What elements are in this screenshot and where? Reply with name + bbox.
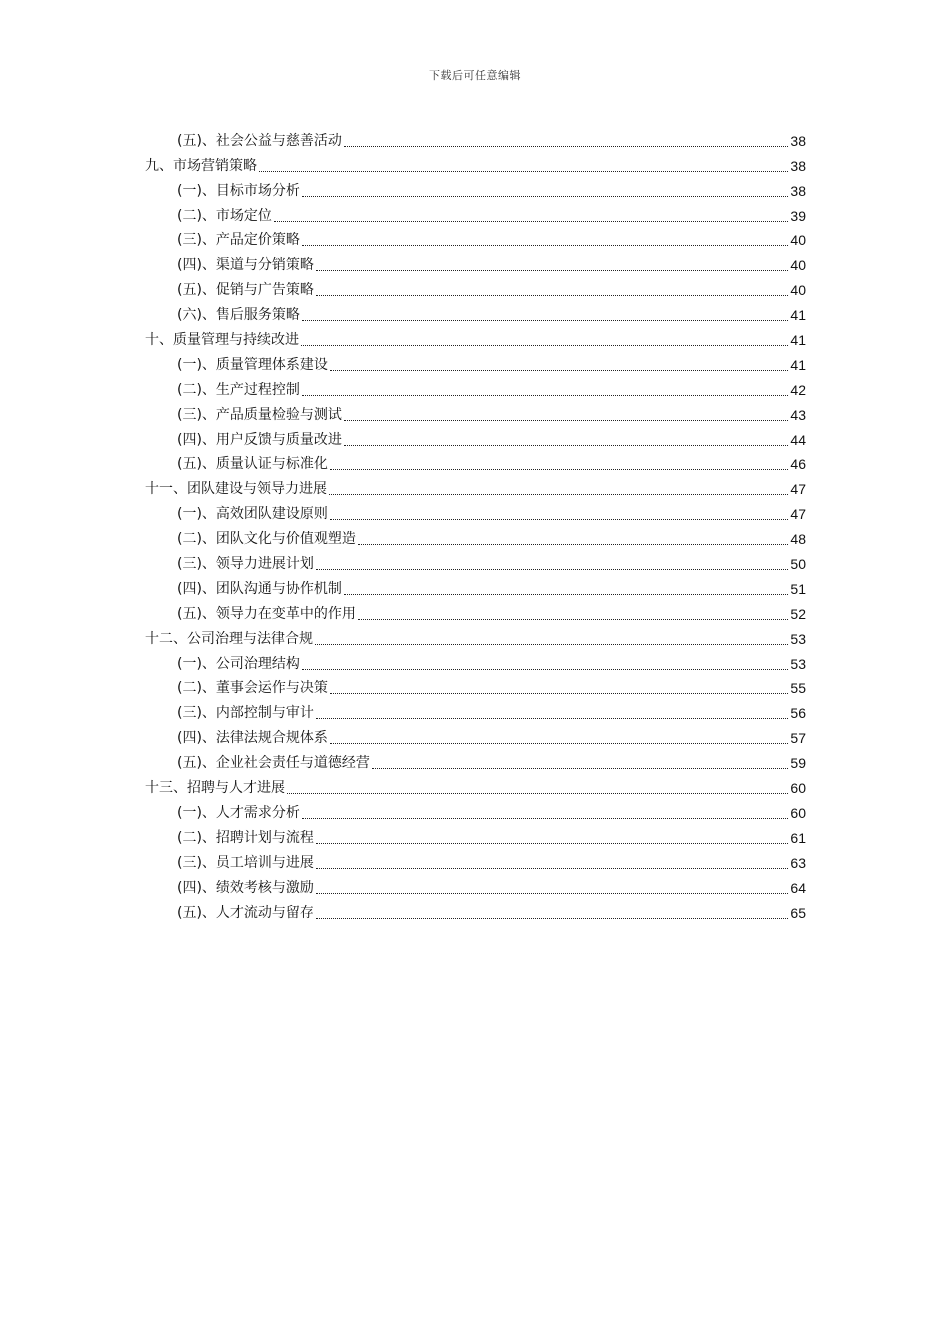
toc-section-entry[interactable] (145, 449, 806, 474)
toc-entry-label: (一)、人才需求分析 (177, 804, 300, 821)
toc-entry-label: (二)、董事会运作与决策 (177, 680, 328, 697)
toc-page-number: 41 (790, 307, 806, 324)
table-of-contents (145, 125, 806, 922)
toc-dot-leader (302, 320, 788, 321)
toc-section-entry[interactable] (145, 175, 806, 200)
toc-page-number: 48 (790, 531, 806, 548)
toc-section-entry[interactable] (145, 697, 806, 722)
toc-entry-label: (五)、促销与广告策略 (177, 282, 314, 299)
toc-dot-leader (344, 594, 788, 595)
toc-page-number: 38 (790, 157, 806, 174)
toc-dot-leader (330, 743, 788, 744)
toc-dot-leader (259, 171, 788, 172)
toc-dot-leader (316, 270, 788, 271)
toc-page-number: 53 (790, 655, 806, 672)
toc-entry-label: (六)、售后服务策略 (177, 307, 300, 324)
toc-section-entry[interactable] (145, 249, 806, 274)
toc-entry-label: (二)、生产过程控制 (177, 381, 300, 398)
toc-page-number: 40 (790, 282, 806, 299)
toc-page-number: 44 (790, 431, 806, 448)
toc-entry-label: 十三、招聘与人才进展 (145, 780, 285, 797)
toc-section-entry[interactable] (145, 722, 806, 747)
toc-entry-label: (四)、绩效考核与激励 (177, 879, 314, 896)
toc-section-entry[interactable] (145, 747, 806, 772)
toc-dot-leader (302, 196, 788, 197)
toc-dot-leader (301, 345, 788, 346)
toc-page-number: 55 (790, 680, 806, 697)
toc-page-number: 38 (790, 182, 806, 199)
toc-dot-leader (344, 445, 788, 446)
toc-dot-leader (330, 370, 788, 371)
toc-entry-label: (一)、质量管理体系建设 (177, 356, 328, 373)
toc-dot-leader (316, 868, 788, 869)
toc-entry-label: (一)、目标市场分析 (177, 182, 300, 199)
toc-entry-label: 十二、公司治理与法律合规 (145, 630, 313, 647)
toc-section-entry[interactable] (145, 498, 806, 523)
toc-entry-label: (五)、质量认证与标准化 (177, 456, 328, 473)
toc-section-entry[interactable] (145, 274, 806, 299)
toc-entry-label: (二)、市场定位 (177, 207, 272, 224)
toc-entry-label: (五)、人才流动与留存 (177, 904, 314, 921)
toc-page-number: 50 (790, 556, 806, 573)
toc-section-entry[interactable] (145, 573, 806, 598)
toc-dot-leader (329, 494, 788, 495)
toc-entry-label: (三)、内部控制与审计 (177, 705, 314, 722)
toc-entry-label: (四)、用户反馈与质量改进 (177, 431, 342, 448)
toc-section-entry[interactable] (145, 822, 806, 847)
toc-section-entry[interactable] (145, 523, 806, 548)
toc-page-number: 43 (790, 406, 806, 423)
toc-section-entry[interactable] (145, 847, 806, 872)
toc-dot-leader (287, 793, 788, 794)
toc-section-entry[interactable] (145, 349, 806, 374)
toc-page-number: 38 (790, 132, 806, 149)
toc-section-entry[interactable] (145, 225, 806, 250)
toc-page-number: 51 (790, 580, 806, 597)
toc-entry-label: (一)、高效团队建设原则 (177, 506, 328, 523)
toc-dot-leader (302, 245, 788, 246)
toc-section-entry[interactable] (145, 598, 806, 623)
toc-section-entry[interactable] (145, 897, 806, 922)
toc-section-entry[interactable] (145, 424, 806, 449)
toc-section-entry[interactable] (145, 872, 806, 897)
toc-section-entry[interactable] (145, 374, 806, 399)
toc-page-number: 41 (790, 356, 806, 373)
toc-dot-leader (344, 146, 788, 147)
toc-dot-leader (358, 619, 788, 620)
toc-section-entry[interactable] (145, 125, 806, 150)
toc-dot-leader (344, 420, 788, 421)
toc-entry-label: (三)、员工培训与进展 (177, 854, 314, 871)
toc-entry-label: (五)、领导力在变革中的作用 (177, 605, 356, 622)
toc-page-number: 59 (790, 755, 806, 772)
toc-dot-leader (316, 569, 788, 570)
toc-page-number: 52 (790, 605, 806, 622)
toc-section-entry[interactable] (145, 797, 806, 822)
toc-dot-leader (302, 818, 788, 819)
toc-entry-label: 十、质量管理与持续改进 (145, 332, 299, 349)
toc-entry-label: (二)、团队文化与价值观塑造 (177, 531, 356, 548)
toc-page-number: 40 (790, 232, 806, 249)
toc-page-number: 53 (790, 630, 806, 647)
toc-dot-leader (274, 221, 788, 222)
toc-page-number: 61 (790, 829, 806, 846)
page-header: 下载后可任意编辑 (429, 69, 521, 82)
toc-page-number: 47 (790, 506, 806, 523)
toc-dot-leader (330, 469, 788, 470)
toc-chapter-entry[interactable] (145, 324, 806, 349)
toc-entry-label: 九、市场营销策略 (145, 157, 257, 174)
toc-dot-leader (316, 918, 788, 919)
toc-entry-label: (四)、法律法规合规体系 (177, 730, 328, 747)
toc-section-entry[interactable] (145, 548, 806, 573)
toc-entry-label: (五)、企业社会责任与道德经营 (177, 755, 370, 772)
toc-page-number: 60 (790, 780, 806, 797)
toc-page-number: 63 (790, 854, 806, 871)
toc-dot-leader (330, 693, 788, 694)
toc-entry-label: (四)、团队沟通与协作机制 (177, 580, 342, 597)
toc-dot-leader (302, 395, 788, 396)
toc-page-number: 46 (790, 456, 806, 473)
toc-page-number: 65 (790, 904, 806, 921)
toc-dot-leader (316, 718, 788, 719)
toc-entry-label: (五)、社会公益与慈善活动 (177, 132, 342, 149)
toc-entry-label: 十一、团队建设与领导力进展 (145, 481, 327, 498)
toc-page-number: 39 (790, 207, 806, 224)
toc-entry-label: (一)、公司治理结构 (177, 655, 300, 672)
toc-section-entry[interactable] (145, 673, 806, 698)
toc-entry-label: (三)、产品定价策略 (177, 232, 300, 249)
toc-chapter-entry[interactable] (145, 150, 806, 175)
toc-entry-label: (二)、招聘计划与流程 (177, 829, 314, 846)
toc-dot-leader (315, 644, 788, 645)
toc-dot-leader (302, 669, 788, 670)
toc-chapter-entry[interactable] (145, 623, 806, 648)
toc-page-number: 56 (790, 705, 806, 722)
toc-page-number: 42 (790, 381, 806, 398)
toc-section-entry[interactable] (145, 200, 806, 225)
toc-dot-leader (316, 295, 788, 296)
toc-dot-leader (316, 893, 788, 894)
toc-chapter-entry[interactable] (145, 473, 806, 498)
toc-dot-leader (330, 519, 788, 520)
toc-dot-leader (372, 768, 788, 769)
toc-section-entry[interactable] (145, 299, 806, 324)
toc-section-entry[interactable] (145, 648, 806, 673)
toc-entry-label: (三)、领导力进展计划 (177, 556, 314, 573)
toc-page-number: 64 (790, 879, 806, 896)
toc-dot-leader (358, 544, 788, 545)
toc-page-number: 60 (790, 804, 806, 821)
toc-section-entry[interactable] (145, 399, 806, 424)
toc-page-number: 47 (790, 481, 806, 498)
toc-chapter-entry[interactable] (145, 772, 806, 797)
toc-dot-leader (316, 843, 788, 844)
toc-page-number: 40 (790, 257, 806, 274)
toc-page-number: 41 (790, 332, 806, 349)
toc-entry-label: (三)、产品质量检验与测试 (177, 406, 342, 423)
toc-page-number: 57 (790, 730, 806, 747)
toc-entry-label: (四)、渠道与分销策略 (177, 257, 314, 274)
